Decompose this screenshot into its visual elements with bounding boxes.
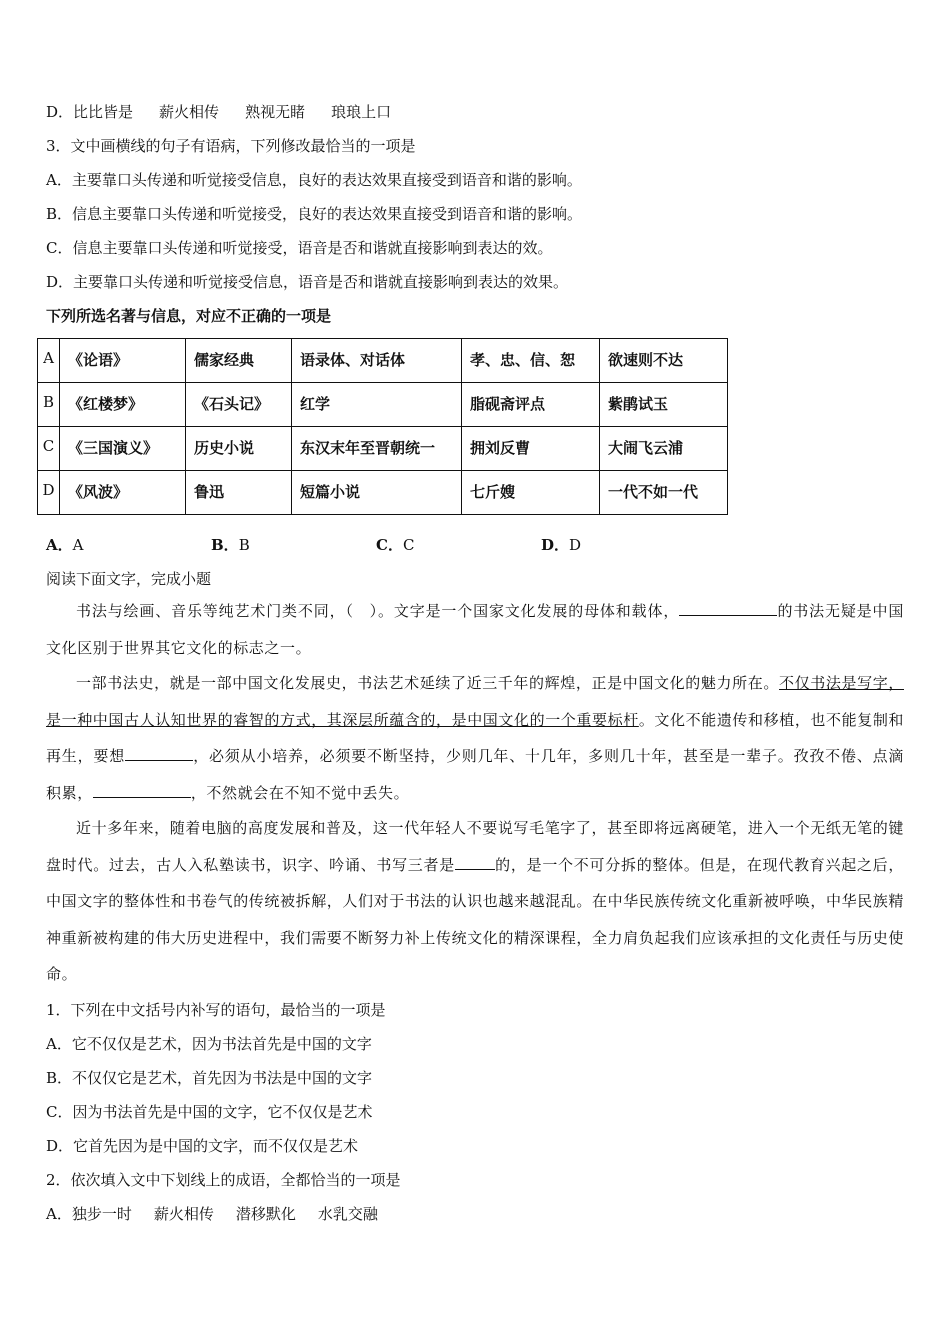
table-cell: A [38,339,60,383]
option-word: 熟视无睹 [245,103,306,121]
reading-heading: 阅读下面文字，完成小题 [46,570,212,588]
paragraph-text: 近十多年来，随着电脑的高度发展和普及，这一代年轻人不要说写毛笔字了，甚至即将远离硬笔，进入一个无纸无笔的键盘时代。过去，古人入私塾读书，识字、吟诵、书写三者是 [46,819,904,874]
option-word: 比比皆是 [73,103,134,121]
question-1-option-d: D．它首先因为是中国的文字，而不仅仅是艺术 [46,1137,359,1155]
table-question-stem: 下列所选名著与信息，对应不正确的一项是 [46,307,332,325]
paragraph-text: 书法与绘画、音乐等纯艺术门类不同，（ ）。文字是一个国家文化发展的母体和载体， [76,602,680,620]
table-choice-d [541,535,581,555]
table-cell: 《论语》 [60,339,186,383]
table-cell: B [38,383,60,427]
table-row [38,427,728,471]
option-word: 潜移默化 [235,1205,296,1223]
choice-label: B． [211,536,239,554]
table-cell: 拥刘反曹 [462,427,600,471]
question-3-option-c: C．信息主要靠口头传递和听觉接受，语音是否和谐就直接影响到表达的效。 [46,239,553,257]
table-cell: 《三国演义》 [60,427,186,471]
works-info-table [37,338,728,515]
paragraph-text: 的，是一个不可分拆的整体。但是，在现代教育兴起之后，中国文字的整体性和书卷气的传统被拆解，人们对于书法的认识也越来越混乱。在中华民族传统文化重新被呼唤，中华民族精神重新被构建的伟大历史进程中，我们需要不断努力补上传统文化的精深课程，全力肩负起我们应该承担的文化责任与历史使命。 [46,855,905,983]
table-cell: 脂砚斋评点 [462,383,600,427]
underlined-sentence: 不仅书法是写字，是一种中国古人认知世界的睿智的方式，其深层所蕴含的，是中国文化的一个重要标杆 [46,674,904,729]
paragraph-text: 一部书法史，就是一部中国文化发展史，书法艺术延续了近三千年的辉煌，正是中国文化的魅力所在。 [76,674,780,692]
table-row [38,339,728,383]
paragraph-text: 的书法无疑是中国文化区别于世界其它文化的标志之一。 [46,602,904,657]
table-row [38,471,728,515]
reading-paragraph-2 [46,665,904,811]
fill-blank [93,783,191,798]
table-cell: 鲁迅 [186,471,292,515]
table-cell: 一代不如一代 [600,471,728,515]
table-cell: C [38,427,60,471]
question-1-option-c: C．因为书法首先是中国的文字，它不仅仅是艺术 [46,1103,373,1121]
option-word: 薪火相传 [159,103,220,121]
choice-value: D [569,536,582,554]
option-word: 水乳交融 [317,1205,378,1223]
paragraph-text: ，必须从小培养，必须要不断坚持，少则几年、十几年，多则几十年，甚至是一辈子。孜孜不倦、点滴积累， [46,747,904,802]
option-word: 薪火相传 [153,1205,214,1223]
choice-label: C． [376,536,403,554]
question-3-stem: 3．文中画横线的句子有语病，下列修改最恰当的一项是 [46,137,416,155]
table-choice-a [46,535,83,555]
table-cell: 大闹飞云浦 [600,427,728,471]
choice-value: C [402,536,415,554]
question-2-option-a [46,1204,378,1224]
option-word: 独步一时 [71,1205,132,1223]
question-3-option-d: D．主要靠口头传递和听觉接受信息，语音是否和谐就直接影响到表达的效果。 [46,273,569,291]
question-2-stem: 2．依次填入文中下划线上的成语，全都恰当的一项是 [46,1171,401,1189]
table-cell: 语录体、对话体 [292,339,462,383]
table-cell: 红学 [292,383,462,427]
table-cell: 七斤嫂 [462,471,600,515]
fill-blank [455,855,495,870]
paragraph-text: ，不然就会在不知不觉中丢失。 [190,783,410,802]
table-cell: 孝、忠、信、恕 [462,339,600,383]
table-choice-c [376,535,414,555]
reading-paragraph-3 [46,810,904,993]
reading-paragraph-1 [46,593,904,666]
question-1-stem: 1．下列在中文括号内补写的语句，最恰当的一项是 [46,1001,386,1019]
table-cell: 欲速则不达 [600,339,728,383]
table-cell: 东汉末年至晋朝统一 [292,427,462,471]
table-row [38,383,728,427]
table-cell: 《石头记》 [186,383,292,427]
table-choice-b [211,535,250,555]
question-1-option-b: B．不仅仅它是艺术，首先因为书法是中国的文字 [46,1069,373,1087]
table-cell: 《红楼梦》 [60,383,186,427]
choice-label: D． [541,536,570,554]
option-label: A． [46,1205,72,1223]
question-3-option-b: B．信息主要靠口头传递和听觉接受，良好的表达效果直接受到语音和谐的影响。 [46,205,583,223]
fill-blank [125,746,193,761]
table-cell: 短篇小说 [292,471,462,515]
table-cell: D [38,471,60,515]
paragraph-text: 。文化不能遗传和移植，也不能复制和再生，要想 [46,710,905,765]
choice-value: A [72,536,84,554]
table-cell: 历史小说 [186,427,292,471]
option-label: D． [46,103,74,121]
question-1-option-a: A．它不仅仅是艺术，因为书法首先是中国的文字 [46,1035,372,1053]
table-cell: 《风波》 [60,471,186,515]
option-word: 琅琅上口 [331,103,392,121]
question-3-option-a: A．主要靠口头传递和听觉接受信息，良好的表达效果直接受到语音和谐的影响。 [46,171,582,189]
fill-blank [679,601,777,616]
choice-label: A． [46,536,73,554]
table-cell: 紫鹃试玉 [600,383,728,427]
table-cell: 儒家经典 [186,339,292,383]
option-d-row [46,102,391,122]
choice-value: B [238,536,250,554]
